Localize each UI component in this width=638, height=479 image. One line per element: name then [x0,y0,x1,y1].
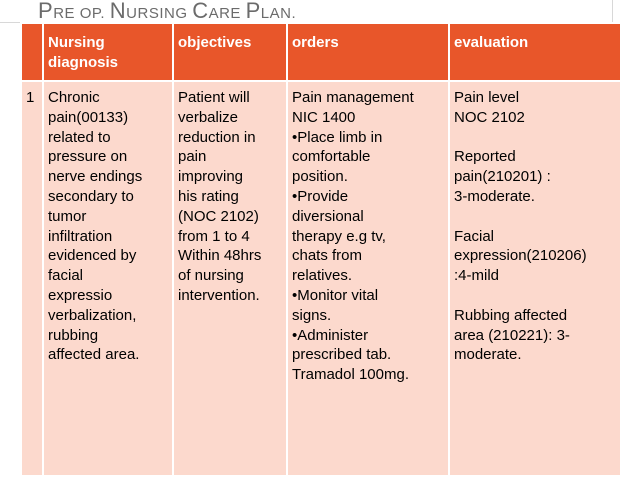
cell-orders: Pain management NIC 1400 •Place limb in comfortable position. •Provide diversional therapy e.g tv, chats from relatives. •Monitor vital signs. •Administer prescribed tab. Tramadol 100mg. [287,81,449,476]
header-evaluation: evaluation [449,23,621,81]
cell-diagnosis: Chronic pain(00133) related to pressure on nerve endings secondary to tumor infiltration evidenced by facial expressio verbalization, rubbing affected area. [43,81,173,476]
row-number: 1 [21,81,43,476]
cell-objectives: Patient will verbalize reduction in pain improving his rating (NOC 2102) from 1 to 4 Within 48hrs of nursing intervention. [173,81,287,476]
header-nursing-diagnosis: Nursing diagnosis [43,23,173,81]
cell-evaluation: Pain level NOC 2102 Reported pain(210201) : 3-moderate. Facial expression(210206) :4-mild Rubbing affected area (210221): 3- moderate. [449,81,621,476]
care-plan-table [20,22,622,477]
top-border-line [612,0,613,22]
header-orders: orders [287,23,449,81]
table-header-row [21,23,621,81]
header-number [21,23,43,81]
header-objectives: objectives [173,23,287,81]
slide-title: PRE OP. NURSING CARE PLAN. [38,0,297,23]
table-row [21,81,621,476]
left-border-line [0,22,20,23]
